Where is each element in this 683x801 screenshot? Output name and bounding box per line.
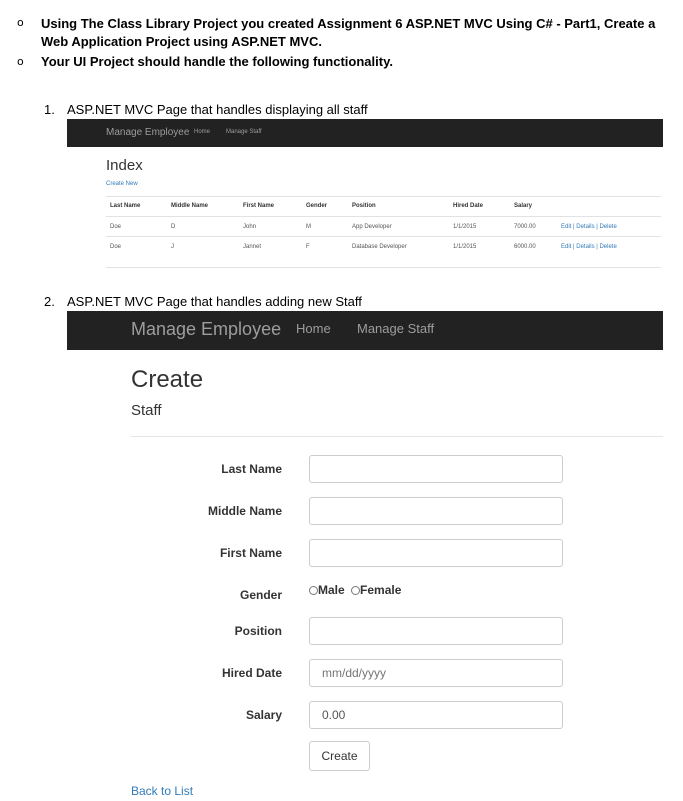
create-nav-home[interactable]: Home <box>296 321 331 336</box>
row-actions-links[interactable]: Edit | Details | Delete <box>561 224 617 230</box>
bullet-2-text: Your UI Project should handle the following functionality. <box>41 54 393 69</box>
cell-salary: 6000.00 <box>514 244 536 250</box>
bullet-icon: o <box>17 16 24 29</box>
step-1-text: ASP.NET MVC Page that handles displaying all staff <box>67 102 368 117</box>
gender-label: Gender <box>239 588 282 602</box>
th-position: Position <box>352 203 376 209</box>
middle-name-label: Middle Name <box>207 504 282 518</box>
hired-date-input[interactable] <box>309 659 563 687</box>
position-input[interactable] <box>309 617 563 645</box>
cell-salary: 7000.00 <box>514 224 536 230</box>
bullet-1-line-1: Using The Class Library Project you created Assignment 6 ASP.NET MVC Using C# - Part1, Create a <box>41 16 656 31</box>
create-nav-manage-staff[interactable]: Manage Staff <box>357 321 435 336</box>
cell-first-name: Jannet <box>243 244 262 250</box>
create-brand[interactable]: Manage Employee <box>131 319 282 339</box>
th-hired-date: Hired Date <box>453 203 484 209</box>
th-gender: Gender <box>306 203 328 209</box>
last-name-label: Last Name <box>221 462 282 476</box>
table-bottom-divider <box>106 267 661 268</box>
index-title: Index <box>106 157 143 174</box>
gender-male-label: Male <box>318 583 345 597</box>
row-divider <box>106 236 661 237</box>
cell-first-name: John <box>243 224 257 230</box>
divider <box>131 436 663 437</box>
cell-last-name: Doe <box>110 244 122 250</box>
create-navbar <box>67 311 663 350</box>
step-2-text: ASP.NET MVC Page that handles adding new Staff <box>67 294 362 309</box>
index-nav-manage-staff[interactable]: Manage Staff <box>226 129 262 135</box>
create-subtitle: Staff <box>131 402 162 419</box>
th-last-name: Last Name <box>110 203 141 209</box>
back-to-list-link[interactable]: Back to List <box>131 784 194 798</box>
cell-position: Database Developer <box>352 244 407 250</box>
index-brand[interactable]: Manage Employee <box>106 127 190 138</box>
th-salary: Salary <box>514 203 533 209</box>
index-page-screenshot <box>67 119 663 276</box>
gender-radio-group <box>309 583 401 597</box>
cell-gender: M <box>306 224 311 230</box>
cell-hired-date: 1/1/2015 <box>453 244 477 250</box>
cell-position: App Developer <box>352 224 392 230</box>
gender-male-radio[interactable] <box>309 586 318 595</box>
gender-female-label: Female <box>360 583 402 597</box>
cell-middle-name: D <box>171 224 176 230</box>
table-header-divider <box>106 216 661 217</box>
hired-date-label: Hired Date <box>221 666 282 680</box>
position-label: Position <box>234 624 282 638</box>
cell-last-name: Doe <box>110 224 122 230</box>
divider <box>106 196 661 197</box>
th-middle-name: Middle Name <box>171 203 209 209</box>
index-navbar <box>67 119 663 147</box>
step-2-number: 2. <box>44 294 55 309</box>
create-new-link[interactable]: Create New <box>106 181 138 187</box>
create-title: Create <box>131 366 204 393</box>
step-1-number: 1. <box>44 102 55 117</box>
salary-label: Salary <box>245 708 282 722</box>
middle-name-input[interactable] <box>309 497 563 525</box>
last-name-input[interactable] <box>309 455 563 483</box>
bullet-icon: o <box>17 55 24 68</box>
salary-input[interactable] <box>309 701 563 729</box>
first-name-input[interactable] <box>309 539 563 567</box>
th-first-name: First Name <box>243 203 275 209</box>
create-button[interactable]: Create <box>309 741 370 771</box>
index-nav-home[interactable]: Home <box>194 129 211 135</box>
row-actions-links[interactable]: Edit | Details | Delete <box>561 244 617 250</box>
cell-gender: F <box>306 244 310 250</box>
first-name-label: First Name <box>219 546 282 560</box>
cell-hired-date: 1/1/2015 <box>453 224 477 230</box>
gender-female-radio[interactable] <box>351 586 360 595</box>
bullet-1-line-2: Web Application Project using ASP.NET MVC. <box>41 34 322 49</box>
cell-middle-name: J <box>171 244 174 250</box>
